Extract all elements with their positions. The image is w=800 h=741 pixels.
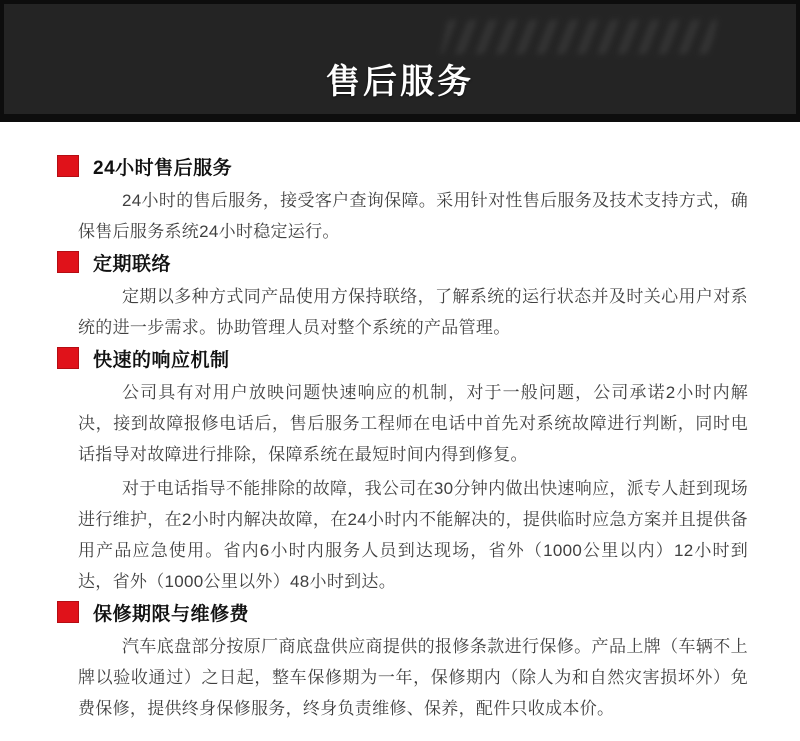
section-heading-row <box>57 250 748 274</box>
section-heading: 定期联络 <box>93 253 172 275</box>
section-heading-row <box>57 154 748 178</box>
page-title: 售后服务 <box>326 63 474 101</box>
section-regular-contact <box>57 250 748 343</box>
paragraph: 对于电话指导不能排除的故障，我公司在30分钟内做出快速响应，派专人赶到现场进行维护，在2小时内解决故障，在24小时内不能解决的，提供临时应急方案并且提供备用产品应急使用。省内6小时内服务人员到达现场，省外（1000公里以内）12小时到达，省外（1000公里以外）48小时到达。 <box>78 479 748 591</box>
section-fast-response <box>57 346 748 597</box>
section-body <box>78 281 748 343</box>
red-square-bullet-icon <box>57 601 79 623</box>
paragraph: 公司具有对用户放映问题快速响应的机制，对于一般问题，公司承诺2小时内解决，接到故障报修电话后，售后服务工程师在电话中首先对系统故障进行判断，同时电话指导对故障进行排除，保障系统在最短时间内得到修复。 <box>78 383 748 464</box>
paragraph: 定期以多种方式同产品使用方保持联络，了解系统的运行状态并及时关心用户对系统的进一步需求。协助管理人员对整个系统的产品管理。 <box>78 287 748 337</box>
section-body <box>78 377 748 597</box>
section-warranty <box>57 600 748 724</box>
section-body <box>78 631 748 724</box>
section-body <box>78 185 748 247</box>
section-heading: 保修期限与维修费 <box>93 603 250 625</box>
red-square-bullet-icon <box>57 251 79 273</box>
red-square-bullet-icon <box>57 155 79 177</box>
section-heading: 24小时售后服务 <box>93 157 233 179</box>
section-24h-service <box>57 154 748 247</box>
watermark-smudge <box>440 20 717 54</box>
section-heading-row <box>57 346 748 370</box>
section-heading: 快速的响应机制 <box>93 349 230 371</box>
paragraph: 汽车底盘部分按原厂商底盘供应商提供的报修条款进行保修。产品上牌（车辆不上牌以验收通过）之日起，整车保修期为一年，保修期内（除人为和自然灾害损坏外）免费保修，提供终身保修服务，终身负责维修、保养，配件只收成本价。 <box>78 637 748 718</box>
content-area <box>0 122 800 724</box>
paragraph: 24小时的售后服务，接受客户查询保障。采用针对性售后服务及技术支持方式，确保售后服务系统24小时稳定运行。 <box>78 191 748 241</box>
red-square-bullet-icon <box>57 347 79 369</box>
title-banner <box>0 0 800 122</box>
section-heading-row <box>57 600 748 624</box>
